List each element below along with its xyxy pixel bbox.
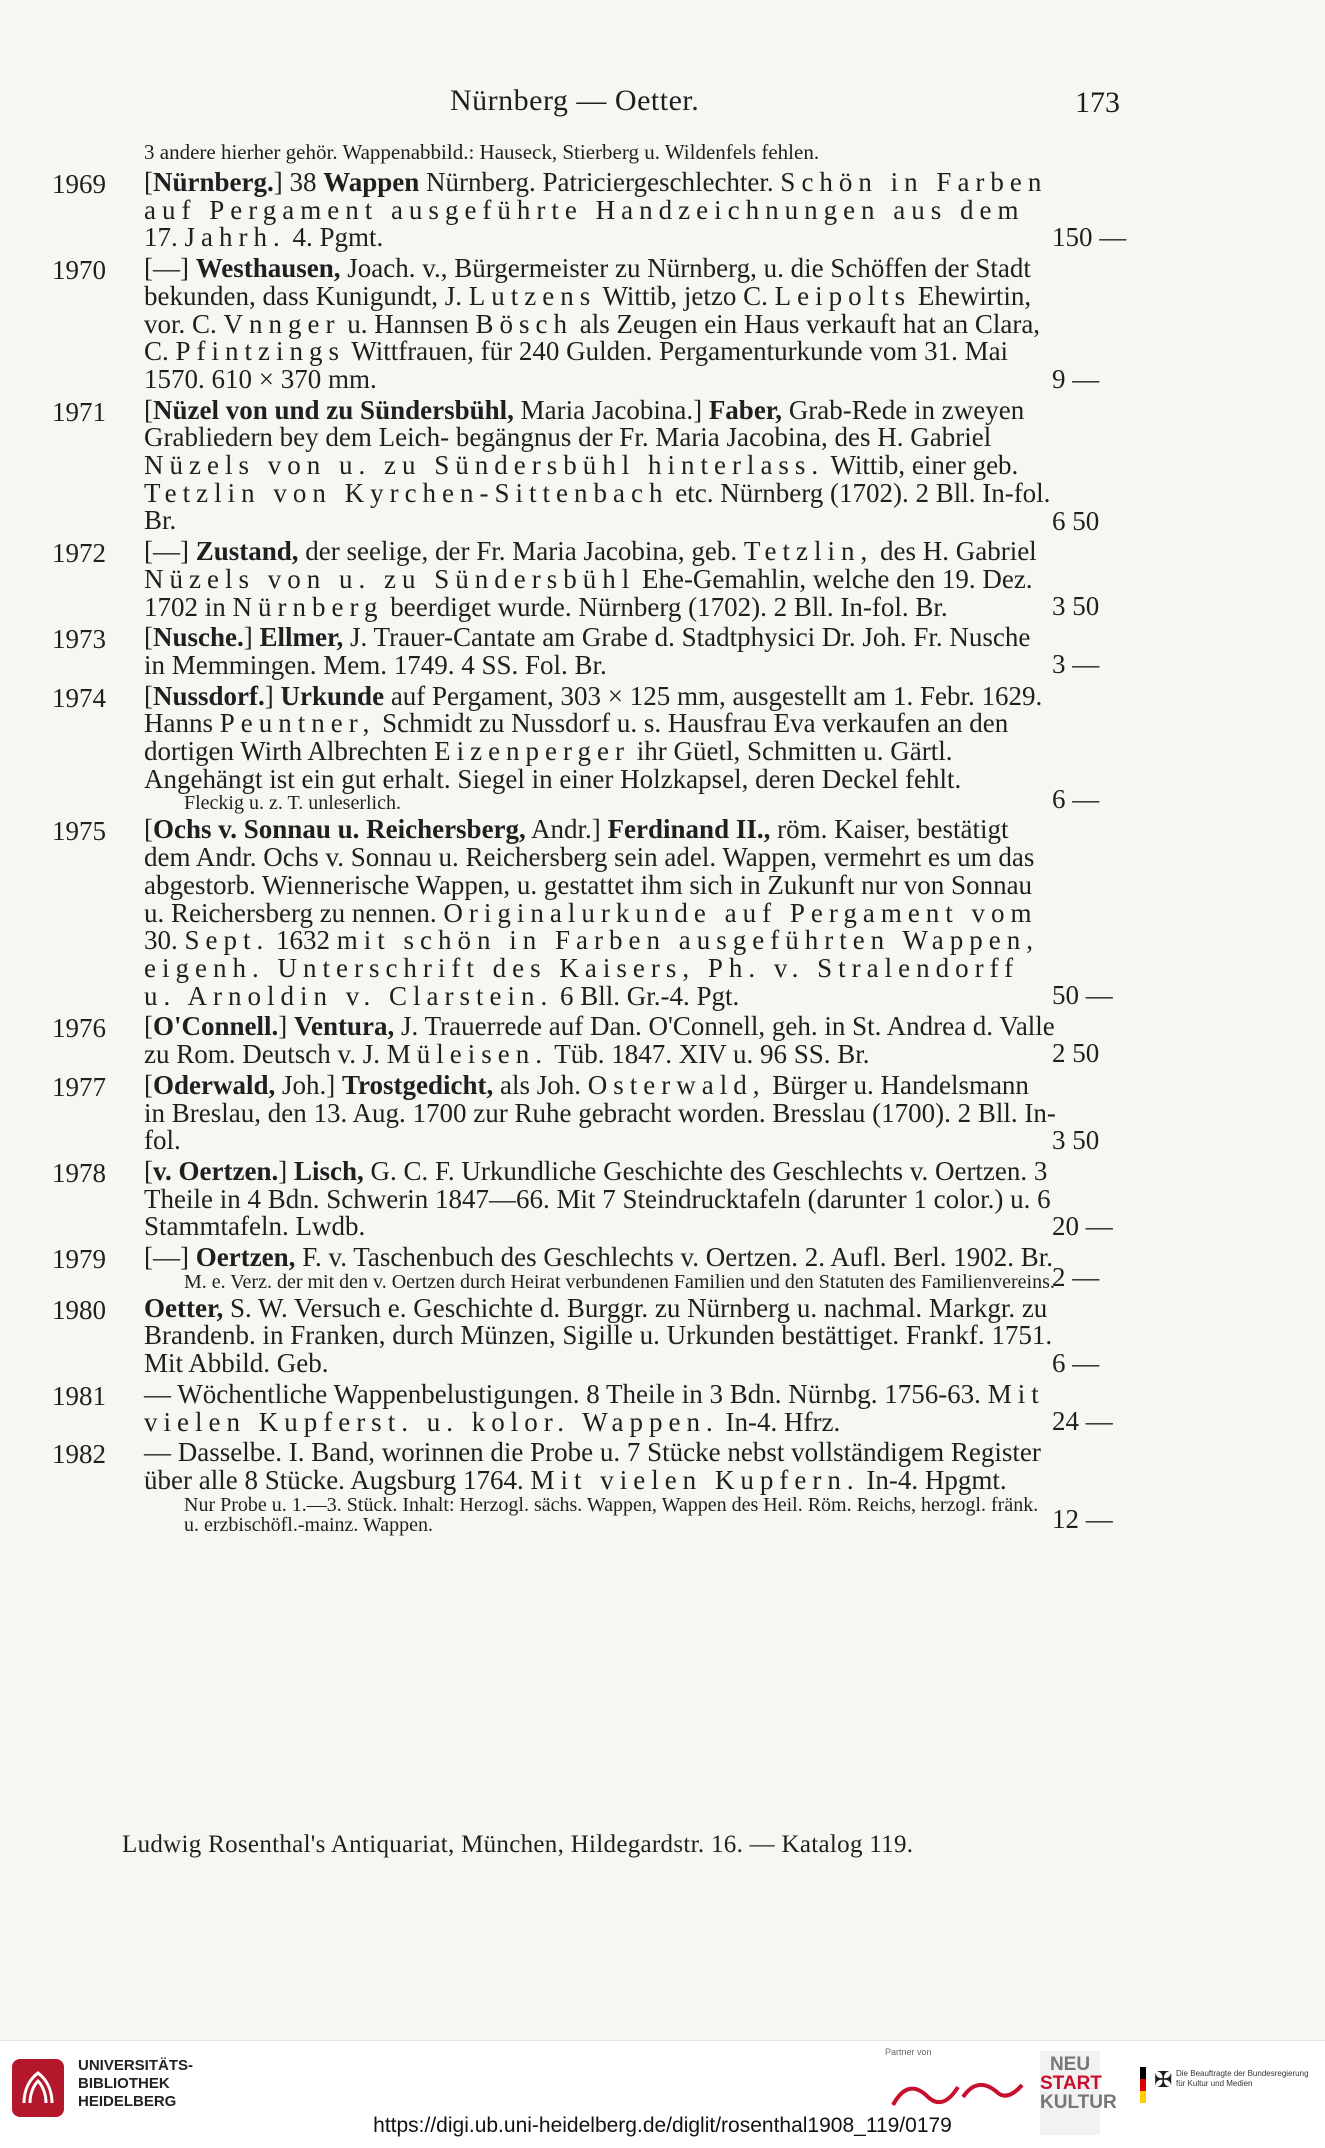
- entry-text: [O'Connell.] Ventura, J. Trauerrede auf Dan. O'Connell, geh. in St. Andrea d. Valle zu Rom. Deutsch v. J. Müleisen. Tüb. 1847. XIV u. 96 SS. Br.: [144, 1011, 1055, 1070]
- entry-text: [—] Oertzen, F. v. Taschenbuch des Geschlechts v. Oertzen. 2. Aufl. Berl. 1902. Br. M. e. Verz. der mit den v. Oertzen durch Heirat verbundenen Familien und den Statuten des Familienvereins.: [144, 1242, 1055, 1293]
- entry-text: [Nüzel von und zu Sündersbühl, Maria Jacobina.] Faber, Grab-Rede in zweyen Grabliedern bey dem Leich- begängnus der Fr. Maria Jacobina, des H. Gabriel Nüzels von u. zu Sündersbühl hinterlass. Wittib, einer geb. Tetzlin von Kyrchen-Sittenbach etc. Nürnberg (1702). 2 Bll. In-fol. Br.: [144, 394, 1051, 536]
- catalogue-entry: [52, 1437, 1113, 1536]
- university-library-name[interactable]: [78, 2057, 193, 2111]
- entry-text: — Dasselbe. I. Band, worinnen die Probe u. 7 Stücke nebst vollständigem Register über alle 8 Stücke. Augsburg 1764. Mit vielen Kupfern. In-4. Hpgmt. Nur Probe u. 1.—3. Stück. Inhalt: Herzogl. sächs. Wappen, Wappen des Heil. Röm. Reichs, herzogl. fränk. u. erzbischöfl.-mainz. Wappen.: [144, 1437, 1041, 1536]
- entry-number: 1969: [52, 169, 106, 199]
- catalogue-entry: [52, 167, 1127, 253]
- neustart-word-2: START: [1040, 2073, 1102, 2094]
- catalogue-entry: [52, 1155, 1113, 1242]
- entry-text: [v. Oertzen.] Lisch, G. C. F. Urkundliche Geschichte des Geschlechts v. Oertzen. 3 Theile in 4 Bdn. Schwerin 1847—66. Mit 7 Steindrucktafeln (darunter 1 color.) u. 6 Stammtafeln. Lwdb.: [144, 1155, 1051, 1242]
- entry-price: 2 50: [1052, 1038, 1100, 1069]
- entry-price: 9 —: [1052, 364, 1100, 395]
- entry-text: [Nürnberg.] 38 Wappen Nürnberg. Patriciergeschlechter. Schön in Farben auf Pergament ausgeführte Handzeichnungen aus dem 17. Jahrh. 4. Pgmt.: [144, 167, 1048, 253]
- entry-price: 3 50: [1052, 1124, 1100, 1155]
- entry-text: [—] Westhausen, Joach. v., Bürgermeister zu Nürnberg, u. die Schöffen der Stadt bekunden, dass Kunigundt, J. Lutzens Wittib, jetzo C. Leipolts Ehewirtin, vor. C. Vnnger u. Hannsen Bösch als Zeugen ein Haus verkauft hat an Clara, C. Pfintzings Wittfrauen, für 240 Gulden. Pergamenturkunde vom 31. Mai 1570. 610 × 370 mm.: [144, 253, 1041, 394]
- entry-price: 3 —: [1052, 649, 1100, 680]
- federal-commissioner-text: Die Beauftragte der Bundesregierung für Kultur und Medien: [1176, 2069, 1309, 2088]
- catalogue-entry: [52, 814, 1113, 1011]
- catalogue-entry: [52, 1011, 1100, 1070]
- catalogue-entry: [52, 1292, 1100, 1379]
- entry-number: 1973: [52, 624, 106, 655]
- library-name-line-2: BIBLIOTHEK: [78, 2075, 170, 2092]
- library-name-line-1: UNIVERSITÄTS-: [78, 2057, 194, 2074]
- entry-number: 1976: [52, 1013, 106, 1044]
- catalogue-entry: [52, 253, 1100, 395]
- running-head: Nürnberg — Oetter.: [450, 84, 700, 117]
- entry-text: [—] Zustand, der seelige, der Fr. Maria Jacobina, geb. Tetzlin, des H. Gabriel Nüzels von u. zu Sündersbühl Ehe-Gemahlin, welche den 19. Dez. 1702 in Nürnberg beerdiget wurde. Nürnberg (1702). 2 Bll. In-fol. Br.: [144, 536, 1037, 622]
- entry-price: 6 —: [1052, 783, 1100, 814]
- catalogue-entry: [52, 1378, 1113, 1437]
- catalogue-entries: [52, 140, 1127, 1536]
- deutsche-digitale-bibliothek-logo-icon[interactable]: [888, 2067, 1028, 2115]
- entry-text: — Wöchentliche Wappenbelustigungen. 8 Theile in 3 Bdn. Nürnbg. 1756-63. Mit vielen Kupferst. u. kolor. Wappen. In-4. Hfrz.: [144, 1378, 1045, 1437]
- entry-number: 1981: [52, 1380, 106, 1411]
- library-name-line-3: HEIDELBERG: [78, 2093, 177, 2110]
- entry-number: 1980: [52, 1294, 106, 1325]
- entry-price: 150 —: [1052, 222, 1127, 252]
- catalogue-entry: [52, 1242, 1100, 1293]
- entry-price: 12 —: [1052, 1504, 1113, 1535]
- page-number: 173: [1075, 86, 1120, 119]
- entry-number: 1975: [52, 816, 106, 847]
- entry-price: 20 —: [1052, 1210, 1113, 1241]
- neustart-word-3: KULTUR: [1040, 2092, 1117, 2113]
- entry-number: 1974: [52, 682, 106, 713]
- entry-number: 1970: [52, 255, 106, 286]
- catalogue-entry: [52, 536, 1100, 622]
- german-flag-icon: [1140, 2067, 1146, 2103]
- entry-price: 2 —: [1052, 1262, 1100, 1293]
- catalogue-entry: [52, 622, 1100, 680]
- entry-number: 1977: [52, 1071, 106, 1102]
- catalogue-entry: [52, 680, 1100, 815]
- entry-text: Oetter, S. W. Versuch e. Geschichte d. Burggr. zu Nürnberg u. nachmal. Markgr. zu Brandenb. in Franken, durch Münzen, Sigille u. Urkunden bestättiget. Frankf. 1751. Mit Abbild. Geb.: [144, 1292, 1053, 1379]
- entry-price: 6 50: [1052, 505, 1100, 536]
- entry-text: [Ochs v. Sonnau u. Reichersberg, Andr.] Ferdinand II., röm. Kaiser, bestätigt dem Andr. Ochs v. Sonnau u. Reichersberg sein adel. Wappen, vermehrt es um das abgestorb. Wiennerische Wappen, u. gestattet ihm sich in Zukunft nur von Sonnau u. Reichersberg zu nennen. Originalurkunde auf Pergament vom 30. Sept. 1632 mit schön in Farben ausgeführten Wappen, eigenh. Unterschrift des Kaisers, Ph. v. Stralendorff u. Arnoldin v. Clarstein. 6 Bll. Gr.-4. Pgt.: [144, 814, 1039, 1011]
- page-url[interactable]: https://digi.ub.uni-heidelberg.de/diglit/rosenthal1908_119/0179: [373, 2114, 952, 2137]
- entry-text: [Nussdorf.] Urkunde auf Pergament, 303 × 125 mm, ausgestellt am 1. Febr. 1629. Hanns Peuntner, Schmidt zu Nussdorf u. s. Hausfrau Eva verkaufen an den dortigen Wirth Albrechten Eizenperger ihr Güetl, Schmitten u. Gärtl. Angehängt ist ein gut erhalt. Siegel in einer Holzkapsel, deren Deckel fehlt. Fleckig u. z. T. unleserlich.: [144, 680, 1043, 815]
- catalogue-entry: [52, 1069, 1100, 1156]
- university-library-logo-icon[interactable]: [12, 2059, 64, 2117]
- entry-text: [Oderwald, Joh.] Trostgedicht, als Joh. Osterwald, Bürger u. Handelsmann in Breslau, den 13. Aug. 1700 zur Ruhe gebracht worden. Bresslau (1700). 2 Bll. In-fol.: [144, 1069, 1056, 1156]
- entry-number: 1979: [52, 1244, 106, 1275]
- entry-number: 1971: [52, 396, 106, 427]
- neustart-word-1: NEU: [1049, 2054, 1091, 2075]
- catalogue-footer: Ludwig Rosenthal's Antiquariat, München, Hildegardstr. 16. — Katalog 119.: [122, 1831, 914, 1858]
- federal-eagle-icon: ✠: [1154, 2067, 1173, 2092]
- entry-price: 3 50: [1052, 591, 1100, 622]
- entry-price: 24 —: [1052, 1405, 1113, 1436]
- entry-price: 50 —: [1052, 980, 1113, 1011]
- partner-label: Partner von: [885, 2047, 932, 2057]
- entry-number: 1982: [52, 1439, 106, 1470]
- continuation-text: 3 andere hierher gehör. Wappenabbild.: Hauseck, Stierberg u. Wildenfels fehlen.: [144, 140, 820, 164]
- entry-number: 1978: [52, 1157, 106, 1188]
- catalogue-entry: [52, 394, 1100, 536]
- entry-price: 6 —: [1052, 1347, 1100, 1378]
- entry-number: 1972: [52, 538, 106, 569]
- entry-text: [Nusche.] Ellmer, J. Trauer-Cantate am Grabe d. Stadtphysici Dr. Joh. Fr. Nusche in Memmingen. Mem. 1749. 4 SS. Fol. Br.: [144, 622, 1031, 680]
